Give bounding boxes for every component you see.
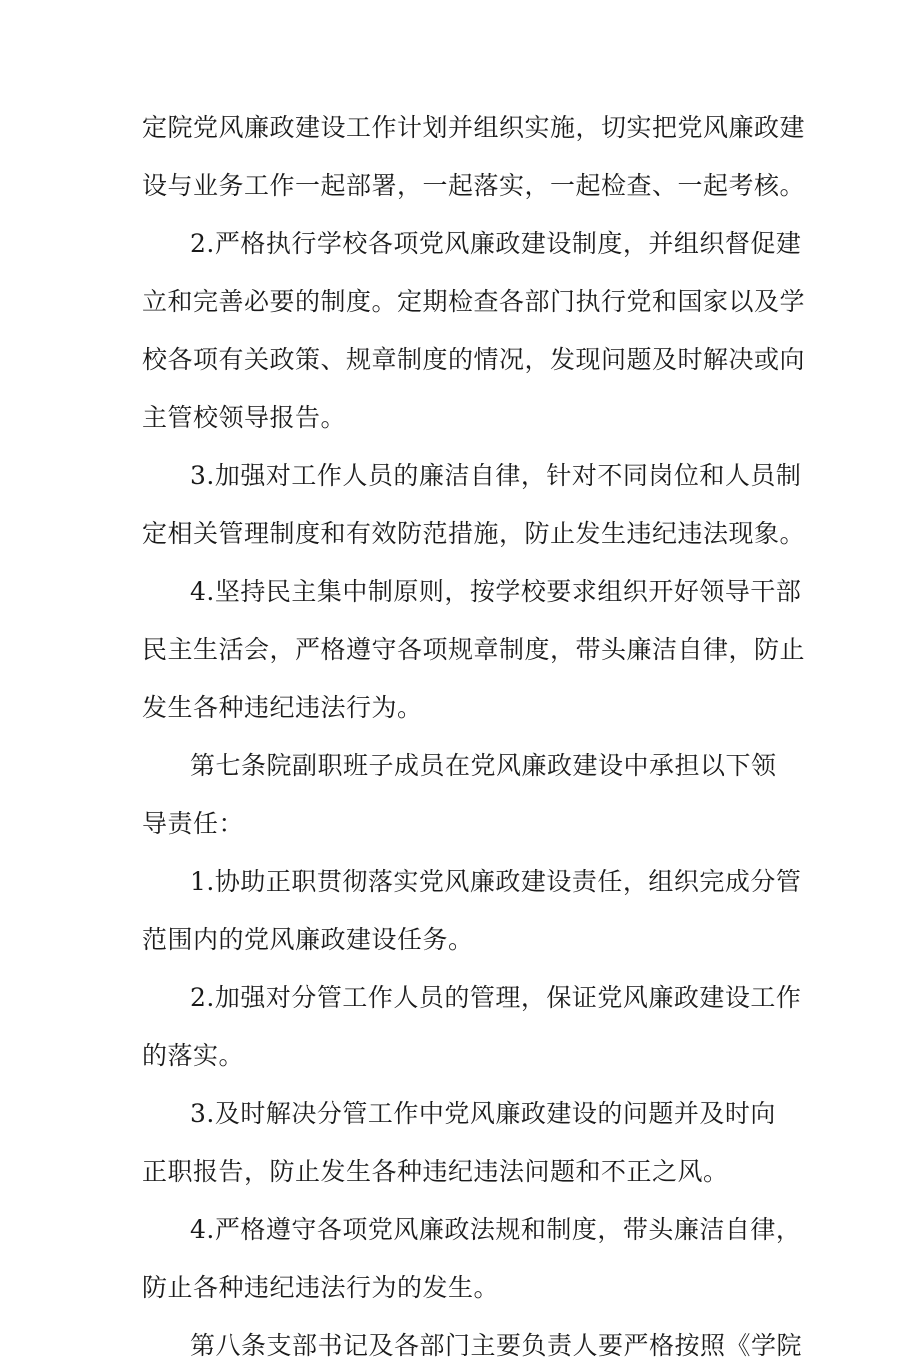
- text-line: 1.协助正职贯彻落实党风廉政建设责任，组织完成分管: [190, 867, 802, 896]
- text-line: 设与业务工作一起部署，一起落实，一起检查、一起考核。: [142, 171, 806, 200]
- text-line: 立和完善必要的制度。定期检查各部门执行党和国家以及学: [142, 287, 806, 316]
- text-line: 定相关管理制度和有效防范措施，防止发生违纪违法现象。: [142, 519, 806, 548]
- text-line: 3.加强对工作人员的廉洁自律，针对不同岗位和人员制: [190, 461, 802, 490]
- text-line: 主管校领导报告。: [142, 403, 347, 432]
- text-line: 校各项有关政策、规章制度的情况，发现问题及时解决或向: [142, 345, 806, 374]
- text-line: 发生各种违纪违法行为。: [142, 693, 423, 722]
- text-line: 2.加强对分管工作人员的管理，保证党风廉政建设工作: [190, 983, 802, 1012]
- text-line: 的落实。: [142, 1041, 245, 1070]
- text-line: 范围内的党风廉政建设任务。: [142, 925, 474, 954]
- text-line: 防止各种违纪违法行为的发生。: [142, 1273, 500, 1302]
- text-line: 2.严格执行学校各项党风廉政建设制度，并组织督促建: [190, 229, 802, 258]
- text-line: 4.严格遵守各项党风廉政法规和制度，带头廉洁自律，: [190, 1215, 802, 1244]
- text-line: 正职报告，防止发生各种违纪违法问题和不正之风。: [142, 1157, 729, 1186]
- text-line: 导责任：: [142, 809, 245, 838]
- text-line: 民主生活会，严格遵守各项规章制度，带头廉洁自律，防止: [142, 635, 806, 664]
- text-line: 第八条支部书记及各部门主要负责人要严格按照《学院: [190, 1331, 803, 1360]
- text-line: 3.及时解决分管工作中党风廉政建设的问题并及时向: [190, 1099, 776, 1128]
- text-line: 定院党风廉政建设工作计划并组织实施，切实把党风廉政建: [142, 113, 806, 142]
- text-line: 第七条院副职班子成员在党风廉政建设中承担以下领: [190, 751, 777, 780]
- text-line: 4.坚持民主集中制原则，按学校要求组织开好领导干部: [190, 577, 802, 606]
